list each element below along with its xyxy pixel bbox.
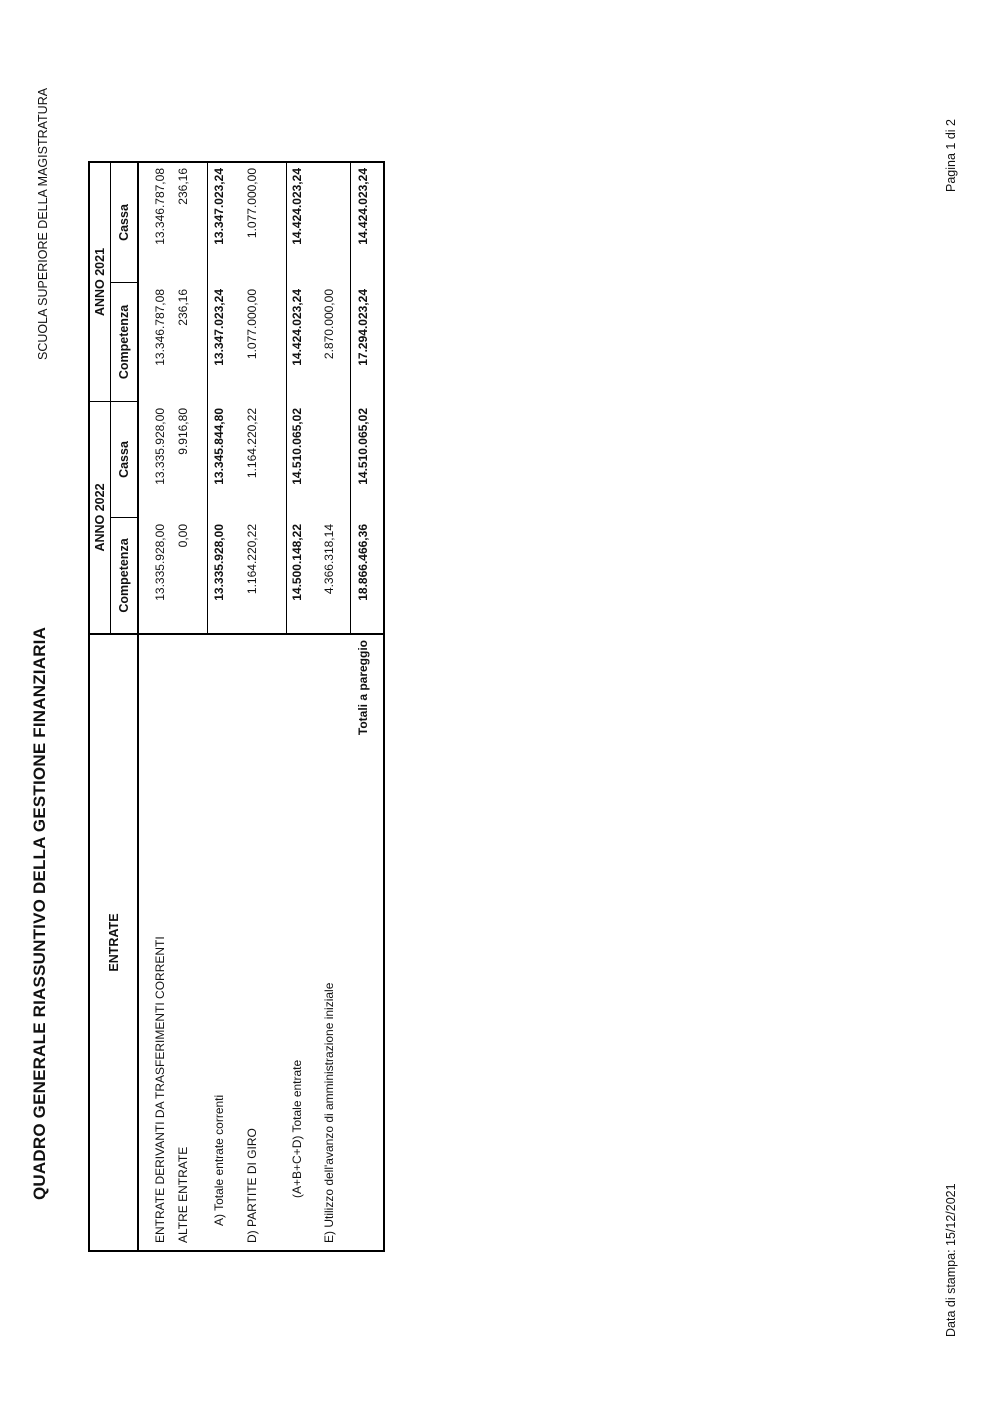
row-label: ENTRATE DERIVANTI DA TRASFERIMENTI CORRENTI xyxy=(153,936,167,1243)
separator-totali-pareggio xyxy=(350,161,351,635)
row-value: 1.164.220,22 xyxy=(245,408,259,479)
table-border-top xyxy=(88,161,90,1252)
label-column-divider xyxy=(88,633,384,635)
row-value: 14.510.065,02 xyxy=(356,408,370,485)
row-value: 13.347.023,24 xyxy=(212,289,226,366)
row-value: 14.424.023,24 xyxy=(290,289,304,366)
page-number: Pagina 1 di 2 xyxy=(944,119,958,192)
row-value: 0,00 xyxy=(176,524,190,548)
subheader-cassa-2021: Cassa xyxy=(117,204,131,241)
row-value: 1.164.220,22 xyxy=(245,524,259,595)
subheader-competenza-2022: Competenza xyxy=(117,538,131,613)
table-border-right xyxy=(88,161,384,163)
row-value: 1.077.000,00 xyxy=(245,289,259,360)
row-value: 13.345.844,80 xyxy=(212,408,226,485)
row-value: 13.346.787,08 xyxy=(153,168,167,245)
section-header-entrate: ENTRATE xyxy=(107,913,121,972)
row-value: 9.916,80 xyxy=(176,408,190,455)
document-title: QUADRO GENERALE RIASSUNTIVO DELLA GESTIONE FINANZIARIA xyxy=(30,626,49,1200)
row-value: 4.366.318,14 xyxy=(322,524,336,595)
row-value: 2.870.000,00 xyxy=(322,289,336,360)
row-label: E) Utilizzo dell'avanzo di amministrazione iniziale xyxy=(322,982,336,1243)
subheader-cassa-2022: Cassa xyxy=(117,441,131,478)
row-label: (A+B+C+D) Totale entrate xyxy=(290,1059,304,1198)
row-label: Totali a pareggio xyxy=(356,640,370,736)
row-label: D) PARTITE DI GIRO xyxy=(245,1128,259,1243)
row-value: 18.866.466,36 xyxy=(356,524,370,601)
row-value: 1.077.000,00 xyxy=(245,168,259,239)
subheader-competenza-2021: Competenza xyxy=(117,304,131,380)
row-value: 14.510.065,02 xyxy=(290,408,304,485)
row-value: 13.335.928,00 xyxy=(153,524,167,601)
row-label: ALTRE ENTRATE xyxy=(176,1146,190,1243)
row-value: 14.500.148,22 xyxy=(290,524,304,601)
header-separator xyxy=(137,161,139,1252)
row-value: 17.294.023,24 xyxy=(356,289,370,366)
institution-name: SCUOLA SUPERIORE DELLA MAGISTRATURA xyxy=(36,87,50,360)
row-label: A) Totale entrate correnti xyxy=(212,1094,226,1226)
row-value: 13.346.787,08 xyxy=(153,289,167,366)
separator-totale-correnti xyxy=(207,161,208,635)
row-value: 236,16 xyxy=(176,289,190,326)
year-header-2022: ANNO 2022 xyxy=(93,483,107,552)
row-value: 236,16 xyxy=(176,168,190,205)
print-date: Data di stampa: 15/12/2021 xyxy=(944,1183,958,1337)
year-header-2021: ANNO 2021 xyxy=(93,247,107,317)
row-value: 14.424.023,24 xyxy=(290,168,304,245)
row-value: 13.335.928,00 xyxy=(153,408,167,485)
row-value: 14.424.023,24 xyxy=(356,168,370,245)
row-value: 13.347.023,24 xyxy=(212,168,226,245)
row-value: 13.335.928,00 xyxy=(212,524,226,601)
table-border-bottom xyxy=(383,161,385,1252)
table-border-left xyxy=(88,1250,384,1252)
separator-totale-entrate xyxy=(286,161,287,635)
